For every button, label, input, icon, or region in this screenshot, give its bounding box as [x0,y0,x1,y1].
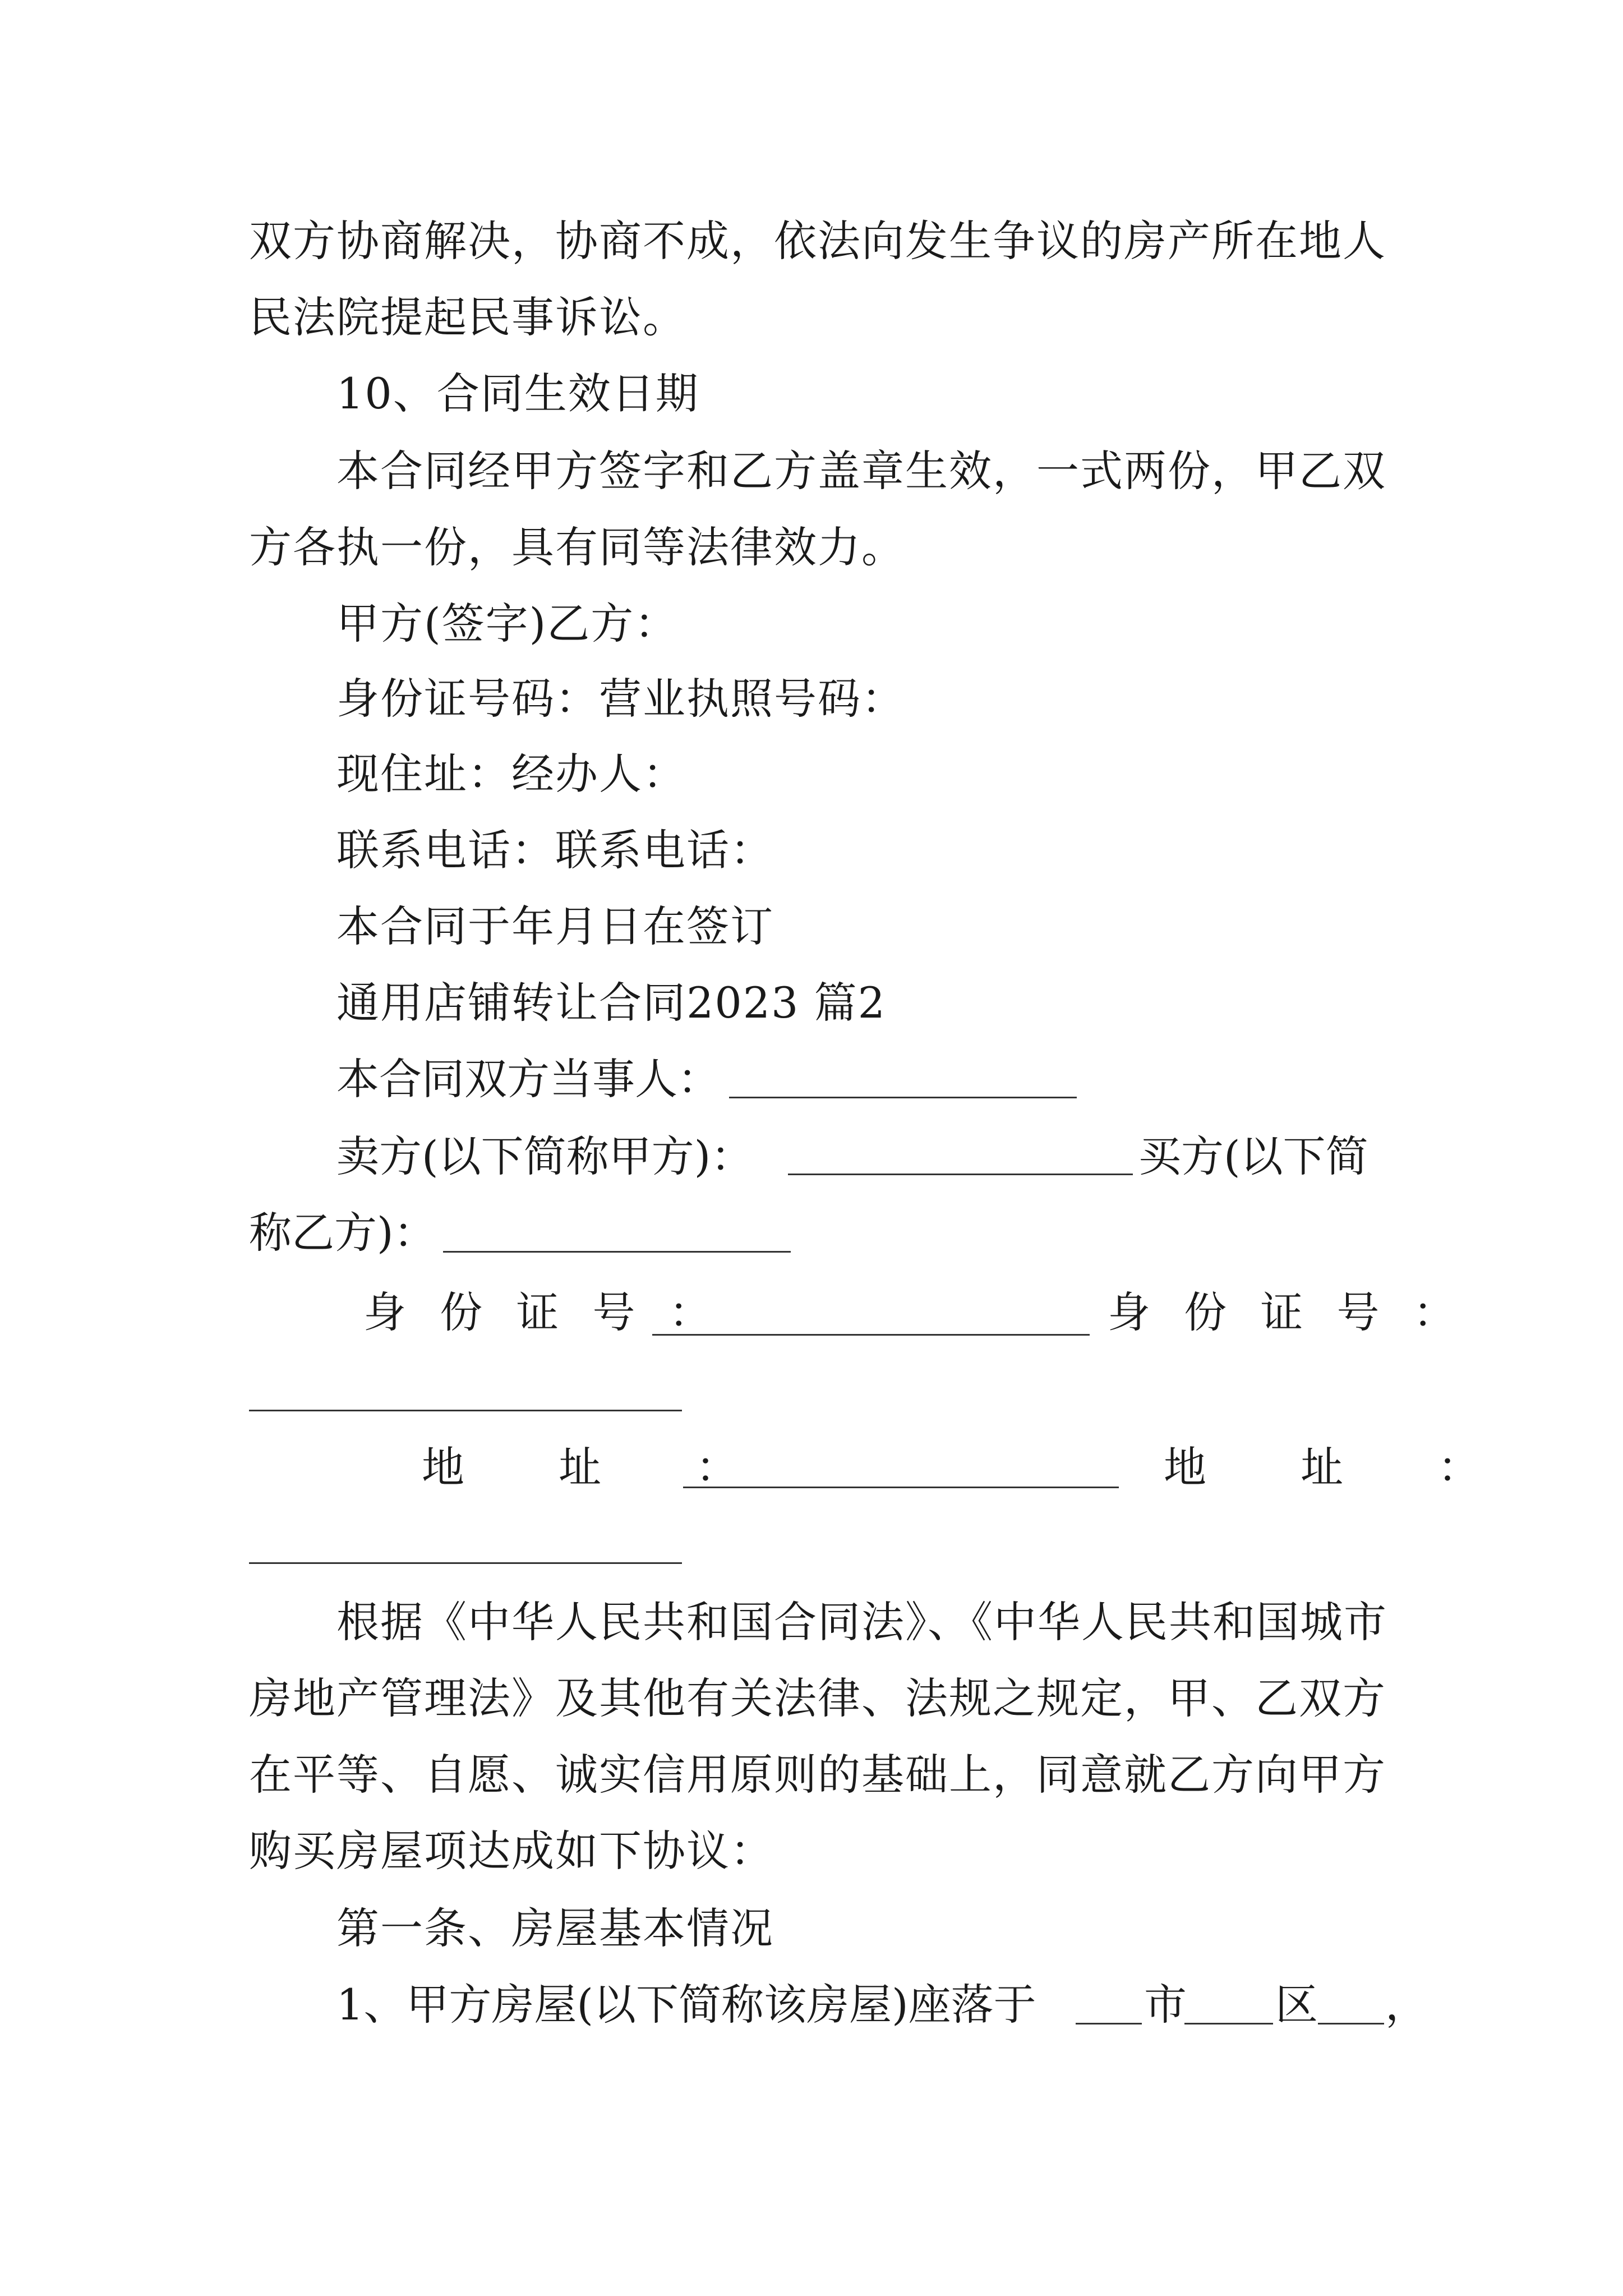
signature-line: 本合同于年月日在签订 [336,901,774,951]
signature-line: 甲方(签字)乙方： [336,599,679,648]
address-blank-seller [683,1487,1119,1488]
seller-label: 卖方(以下简称甲方)： [336,1131,754,1181]
section-heading: 第一条、房屋基本情况 [336,1903,774,1953]
signature-line: 身份证号码：营业执照号码： [336,674,905,724]
signature-line: 联系电话：联系电话： [336,825,774,875]
seller-blank [788,1174,1133,1175]
parties-label: 本合同双方当事人： [336,1054,720,1104]
paragraph-line: 本合同经甲方签字和乙方盖章生效，一式两份，甲乙双 [336,446,1386,496]
parties-blank [729,1097,1077,1098]
signature-line: 现住址：经办人： [336,749,686,799]
comma: ， [1385,1980,1428,2030]
paragraph-line: 购买房屋项达成如下协议： [249,1826,774,1876]
address-label-seller: 地 址 ： [422,1442,779,1492]
paragraph-line: 房地产管理法》及其他有关法律、法规之规定，甲、乙双方 [249,1673,1386,1723]
paragraph-line: 在平等、自愿、诚实信用原则的基础上，同意就乙方向甲方 [249,1750,1386,1800]
id-label-buyer: 身 份 证 号 ： [1108,1287,1466,1337]
buyer-label: 买方(以下简 [1138,1131,1368,1181]
paragraph-line: 方各执一份，具有同等法律效力。 [249,522,905,572]
id-blank-seller [652,1334,1090,1336]
district-label: 区 [1275,1980,1318,2030]
address-blank-buyer [249,1562,682,1564]
paragraph-line: 民法院提起民事诉讼。 [249,292,686,342]
id-label-seller: 身 份 证 号 ： [363,1287,722,1337]
city-label: 市 [1144,1980,1187,2030]
location-text: 1、甲方房屋(以下简称该房屋)座落于 [336,1980,1036,2030]
buyer-label-cont: 称乙方)： [249,1208,436,1258]
paragraph-line: 根据《中华人民共和国合同法》、《中华人民共和国城市 [336,1597,1387,1647]
document-subtitle: 通用店铺转让合同2023 篇2 [336,978,886,1028]
district-blank-1 [1184,2023,1273,2024]
city-blank [1076,2023,1142,2024]
id-blank-buyer [249,1410,682,1411]
buyer-blank [443,1251,791,1253]
section-heading: 10、合同生效日期 [336,369,699,418]
paragraph-line: 双方协商解决，协商不成，依法向发生争议的房产所在地人 [249,216,1386,266]
district-blank-2 [1318,2023,1384,2024]
address-label-buyer: 地 址 ： [1164,1442,1521,1492]
